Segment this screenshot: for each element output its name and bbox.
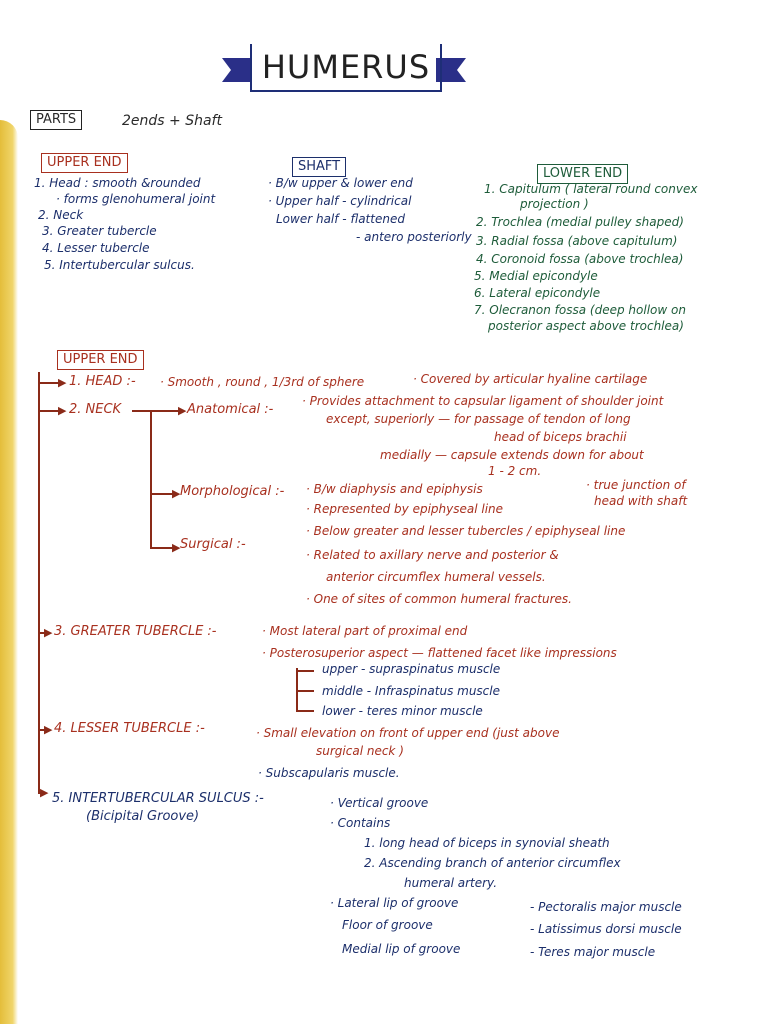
summary-item: 2. Neck [38, 208, 84, 222]
lip-left: Medial lip of groove [342, 942, 461, 956]
arrow-icon: ▶ [44, 723, 53, 736]
upper-end-detail-heading: UPPER END [57, 350, 144, 370]
lip-right: - Latissimus dorsi muscle [530, 922, 682, 936]
arrow-icon: ▶ [58, 404, 67, 417]
anatomical-line: except, superiorly — for passage of tendon of long [326, 412, 631, 426]
tree-branch [38, 410, 60, 412]
lesser-tubercle-line: surgical neck ) [316, 744, 404, 758]
lesser-tubercle-line: · Subscapularis muscle. [258, 766, 400, 780]
tree-branch [296, 690, 314, 692]
anatomical-label: Anatomical :- [187, 402, 274, 417]
shaft-item: · B/w upper & lower end [268, 176, 413, 190]
lower-end-item: 7. Olecranon fossa (deep hollow on [474, 303, 686, 317]
tree-branch [296, 670, 314, 672]
arrow-icon: ▶ [44, 626, 53, 639]
lower-end-heading: LOWER END [537, 164, 628, 184]
tree-branch [38, 382, 60, 384]
parts-label: PARTS [30, 110, 82, 130]
greater-tubercle-branch: middle - Infraspinatus muscle [322, 684, 500, 698]
lip-right: - Teres major muscle [530, 945, 656, 959]
head-desc-2: · Covered by articular hyaline cartilage [413, 372, 648, 386]
parts-text: 2ends + Shaft [122, 113, 222, 129]
surgical-line: anterior circumflex humeral vessels. [326, 570, 546, 584]
lower-end-item: 6. Lateral epicondyle [474, 286, 601, 300]
tree-line [150, 410, 152, 548]
lip-left: Floor of groove [342, 918, 433, 932]
head-label: 1. HEAD :- [69, 374, 136, 389]
morphological-label: Morphological :- [180, 484, 285, 499]
lower-end-item: 1. Capitulum ( lateral round convex [484, 182, 698, 196]
head-desc: · Smooth , round , 1/3rd of sphere [160, 375, 365, 389]
lesser-tubercle-line: · Small elevation on front of upper end (just above [256, 726, 560, 740]
shaft-item: Lower half - flattened [276, 212, 405, 226]
summary-item: 3. Greater tubercle [42, 224, 157, 238]
anatomical-line: 1 - 2 cm. [488, 464, 542, 478]
shaft-item: - antero posteriorly [356, 230, 472, 244]
morphological-note: head with shaft [594, 494, 688, 508]
summary-item: 4. Lesser tubercle [42, 241, 150, 255]
page-title: HUMERUS [250, 44, 442, 92]
arrow-icon: ▶ [172, 487, 181, 500]
anatomical-line: · Provides attachment to capsular ligament of shoulder joint [302, 394, 664, 408]
arrow-icon: ▶ [40, 786, 49, 799]
sulcus-line: 1. long head of biceps in synovial sheath [364, 836, 610, 850]
greater-tubercle-branch: lower - teres minor muscle [322, 704, 483, 718]
morphological-line: · Represented by epiphyseal line [306, 502, 504, 516]
sulcus-line: · Contains [330, 816, 391, 830]
sulcus-label: 5. INTERTUBERCULAR SULCUS :- [52, 791, 264, 806]
greater-tubercle-branch: upper - supraspinatus muscle [322, 662, 501, 676]
lip-left: · Lateral lip of groove [330, 896, 459, 910]
sulcus-line: humeral artery. [404, 876, 498, 890]
lesser-tubercle-label: 4. LESSER TUBERCLE :- [54, 721, 205, 736]
sulcus-sublabel: (Bicipital Groove) [86, 809, 200, 824]
surgical-line: · Related to axillary nerve and posterior & [306, 548, 559, 562]
upper-end-summary-heading: UPPER END [41, 153, 128, 173]
greater-tubercle-label: 3. GREATER TUBERCLE :- [54, 624, 217, 639]
arrow-icon: ▶ [172, 541, 181, 554]
lower-end-item: 5. Medial epicondyle [474, 269, 598, 283]
summary-item: 1. Head : smooth &rounded [34, 176, 201, 190]
arrow-icon: ▶ [178, 404, 187, 417]
surgical-label: Surgical :- [180, 537, 246, 552]
left-ribbon-icon [222, 58, 252, 82]
notebook-edge [0, 120, 18, 1024]
lower-end-item: 2. Trochlea (medial pulley shaped) [476, 215, 684, 229]
shaft-item: · Upper half - cylindrical [268, 194, 412, 208]
anatomical-line: head of biceps brachii [494, 430, 627, 444]
summary-item: 5. Intertubercular sulcus. [44, 258, 195, 272]
lower-end-item: 3. Radial fossa (above capitulum) [476, 234, 678, 248]
greater-tubercle-line: · Most lateral part of proximal end [262, 624, 468, 638]
sulcus-line: · Vertical groove [330, 796, 429, 810]
sulcus-line: 2. Ascending branch of anterior circumflex [364, 856, 621, 870]
tree-branch [132, 410, 182, 412]
anatomical-line: medially — capsule extends down for about [380, 448, 644, 462]
surgical-line: · One of sites of common humeral fractures. [306, 592, 572, 606]
neck-label: 2. NECK [69, 402, 122, 417]
lip-right: - Pectoralis major muscle [530, 900, 682, 914]
shaft-heading: SHAFT [292, 157, 346, 177]
lower-end-item: 4. Coronoid fossa (above trochlea) [476, 252, 684, 266]
surgical-line: · Below greater and lesser tubercles / epiphyseal line [306, 524, 626, 538]
summary-item: · forms glenohumeral joint [56, 192, 216, 206]
lower-end-item: posterior aspect above trochlea) [488, 319, 684, 333]
tree-branch [296, 710, 314, 712]
morphological-note: · true junction of [586, 478, 686, 492]
greater-tubercle-line: · Posterosuperior aspect — flattened facet like impressions [262, 646, 617, 660]
morphological-line: · B/w diaphysis and epiphysis [306, 482, 483, 496]
lower-end-item: projection ) [520, 197, 589, 211]
arrow-icon: ▶ [58, 376, 67, 389]
